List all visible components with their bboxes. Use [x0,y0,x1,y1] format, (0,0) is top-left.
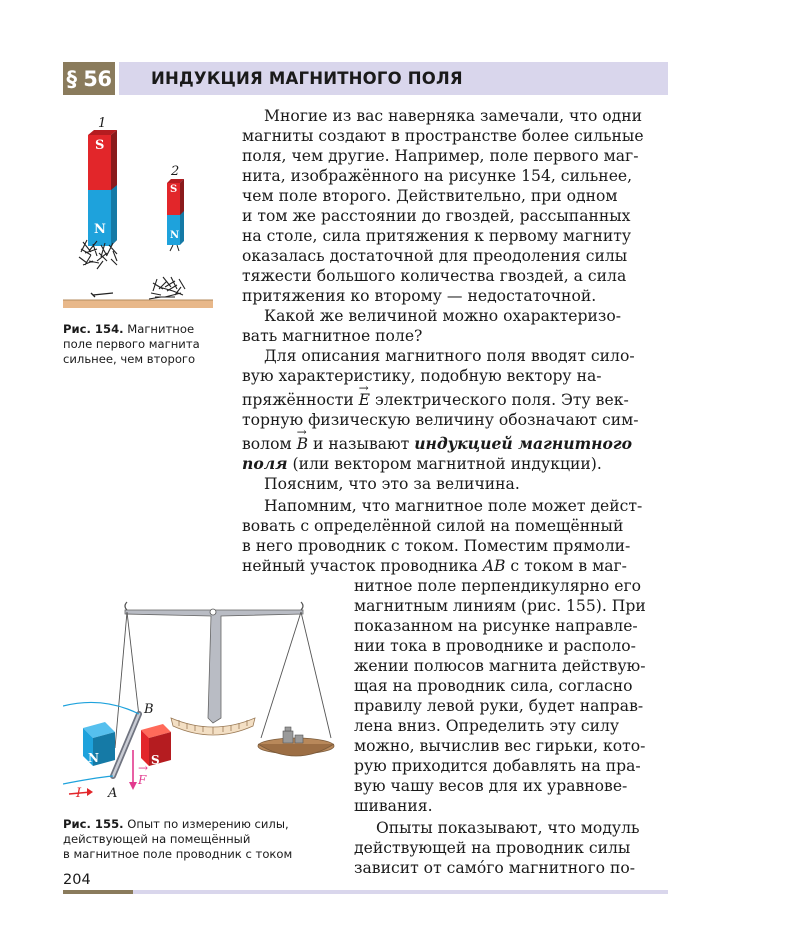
fig155-label-f [138,770,146,790]
right-line-8: лена вниз. Определить эту силу [354,717,620,735]
footer-rule [63,890,668,894]
fig155-caption-line2: действующей на помещённый [63,832,251,846]
fig155-pole-n: N [88,751,99,765]
right-line-6: щая на проводник сила, согласно [354,677,633,695]
vector-b: → B [297,434,308,454]
fig155-pole-s: S [151,753,160,767]
fig154-caption-line2: поле первого магнита [63,337,200,351]
fig154-caption [63,322,233,367]
fig155-caption [63,817,333,862]
body-line-17 [242,434,632,454]
page-number: 204 [63,872,91,888]
right-line-13: Опыты показывают, что модуль [376,819,640,837]
body-line-18 [242,454,602,474]
right-line-10: рую приходится добавлять на пра- [354,757,641,775]
right-line-5: жении полюсов магнита действую- [354,657,646,675]
fig154-caption-line3: сильнее, чем второго [63,352,196,366]
right-line-7: правилу левой руки, будет направ- [354,697,644,715]
section-number: § 56 [63,62,115,95]
fig155-caption-label: Рис. 155. [63,817,124,831]
figure-154 [63,115,213,310]
body-line-1: Многие из вас наверняка замечали, что одни [264,107,643,125]
right-line-9: можно, вычислив вес гирьки, кото- [354,737,646,755]
body-line-21: вовать с определённой силой на помещённый [242,517,624,535]
body-line-5: чем поле второго. Действительно, при одном [242,187,618,205]
body-line-10: притяжения ко второму — недостаточной. [242,287,597,305]
body-line-15 [242,390,629,410]
section-title: ИНДУКЦИЯ МАГНИТНОГО ПОЛЯ [151,69,463,88]
fig154-pole-n-2: N [170,230,180,241]
fig155-label-a: A [108,786,118,801]
fig155-caption-line1: Опыт по измерению силы, [123,817,289,831]
right-line-14: действующей на проводник силы [354,839,631,857]
term-induction: индукцией магнитного [414,434,633,453]
body-line-8: оказалась достаточной для преодоления силы [242,247,628,265]
body-line-7: на столе, сила притяжения к первому магниту [242,227,632,245]
fig155-caption-line3: в магнитное поле проводник с током [63,847,293,861]
right-line-2: магнитным линиям (рис. 155). При [354,597,646,615]
body-line-11: Какой же величиной можно охарактеризо- [264,307,622,325]
body-line-19: Поясним, что это за величина. [264,475,520,493]
right-line-12: шивания. [354,797,433,815]
fig154-label-2: 2 [171,164,180,179]
body-line-16: торную физическую величину обозначают сим- [242,411,639,429]
right-line-11: вую чашу весов для их уравнове- [354,777,628,795]
right-line-3: показанном на рисунке направле- [354,617,638,635]
right-line-1: нитное поле перпендикулярно его [354,577,642,595]
body-line-2: магниты создают в пространстве более сильные [242,127,644,145]
body-line-18b: (или вектором магнитной индукции). [287,455,602,473]
conductor-ab: AB [482,557,506,575]
body-line-4: нита, изображённого на рисунке 154, сильнее, [242,167,633,185]
body-line-6: и том же расстоянии до гвоздей, рассыпанных [242,207,631,225]
right-line-15: зависит от само́го магнитного по- [354,859,636,877]
fig154-caption-label: Рис. 154. [63,322,124,336]
body-line-15b: электрического поля. Эту век- [370,391,629,409]
fig155-label-b: B [144,702,154,717]
fig154-pole-n-1: N [94,222,106,237]
body-line-14: вую характеристику, подобную вектору на- [242,367,602,385]
fig154-pole-s-2: S [170,184,178,195]
body-line-23b: с током в маг- [505,557,627,575]
body-line-17a: волом [242,435,297,453]
term-field: поля [242,454,288,473]
body-line-22: в него проводник с током. Поместим прямоли- [242,537,631,555]
body-line-13: Для описания магнитного поля вводят сило- [264,347,635,365]
right-line-4: нии тока в проводнике и располо- [354,637,636,655]
body-line-3: поля, чем другие. Например, поле первого маг- [242,147,639,165]
body-line-20: Напомним, что магнитное поле может дейст- [264,497,643,515]
fig154-caption-line1: Магнитное [123,322,195,336]
fig154-label-1: 1 [98,116,107,131]
body-line-23 [242,556,627,576]
section-title-bar [119,62,668,95]
body-line-23a: нейный участок проводника [242,557,483,575]
figure-155 [63,598,348,808]
body-line-17b: и называют [308,435,415,453]
fig154-pole-s-1: S [95,138,105,153]
body-line-12: вать магнитное поле? [242,327,423,345]
vector-e: → E [359,390,370,410]
fig155-label-i: I [76,786,82,801]
body-line-15a: пряжённости [242,391,359,409]
body-line-9: тяжести большого количества гвоздей, а сила [242,267,627,285]
fig155-vector-f: → F [138,770,146,790]
